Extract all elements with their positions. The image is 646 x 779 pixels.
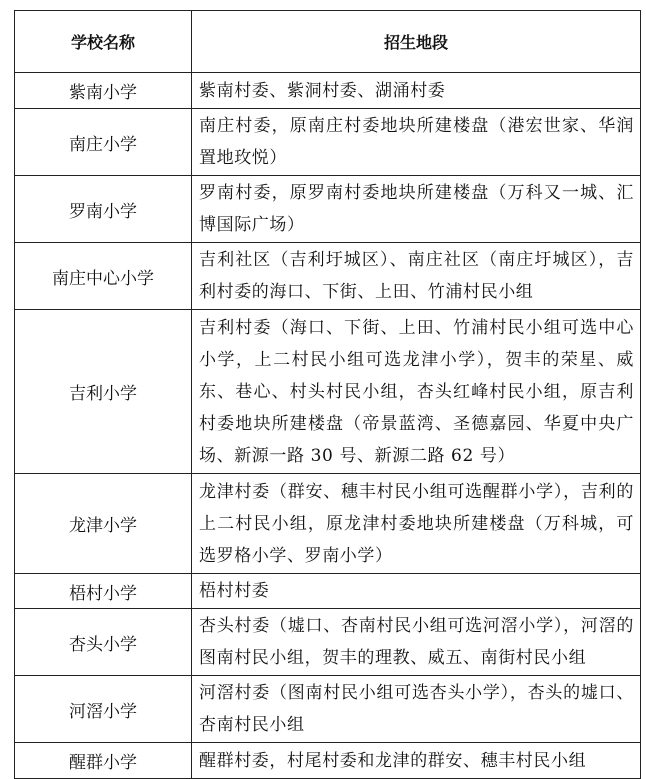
table-row (15, 310, 641, 474)
enrollment-area-cell: 吉利社区（吉利圩城区）、南庄社区（南庄圩城区），吉利村委的海口、下街、上田、竹浦村民小组 (192, 243, 641, 310)
header-school-name: 学校名称 (15, 11, 192, 73)
header-enrollment-area: 招生地段 (192, 11, 641, 73)
enrollment-area-cell: 南庄村委，原南庄村委地块所建楼盘（港宏世家、华润置地玫悦） (192, 109, 641, 176)
enrollment-area-cell: 紫南村委、紫洞村委、湖涌村委 (192, 73, 641, 109)
table-row (15, 743, 641, 779)
enrollment-area-cell: 龙津村委（群安、穗丰村民小组可选醒群小学），吉利的上二村民小组，原龙津村委地块所建楼盘（万科城，可选罗格小学、罗南小学） (192, 474, 641, 574)
table-row (15, 676, 641, 743)
enrollment-area-cell: 河滘村委（图南村民小组可选杏头小学），杏头的墟口、杏南村民小组 (192, 676, 641, 743)
table-row (15, 243, 641, 310)
enrollment-area-cell: 杏头村委（墟口、杏南村民小组可选河滘小学），河滘的图南村民小组，贺丰的理教、威五、南街村民小组 (192, 609, 641, 676)
enrollment-area-cell: 吉利村委（海口、下街、上田、竹浦村民小组可选中心小学，上二村民小组可选龙津小学），贺丰的荣星、威东、巷心、村头村民小组，杏头红峰村民小组，原吉利村委地块所建楼盘（帝景蓝湾、圣德嘉园、华夏中央广场、新源一路 30 号、新源二路 62 号） (192, 310, 641, 474)
enrollment-area-cell: 罗南村委，原罗南村委地块所建楼盘（万科又一城、汇博国际广场） (192, 176, 641, 243)
table-row (15, 109, 641, 176)
table-header-row (15, 11, 641, 73)
school-name-cell: 南庄小学 (15, 109, 192, 176)
school-name-cell: 河滘小学 (15, 676, 192, 743)
school-name-cell: 杏头小学 (15, 609, 192, 676)
school-name-cell: 罗南小学 (15, 176, 192, 243)
enrollment-area-cell: 梧村村委 (192, 574, 641, 609)
school-name-cell: 醒群小学 (15, 743, 192, 779)
school-name-cell: 梧村小学 (15, 574, 192, 609)
school-name-cell: 龙津小学 (15, 474, 192, 574)
school-name-cell: 吉利小学 (15, 310, 192, 474)
school-name-cell: 南庄中心小学 (15, 243, 192, 310)
table-row (15, 176, 641, 243)
school-name-cell: 紫南小学 (15, 73, 192, 109)
table-row (15, 474, 641, 574)
table-row (15, 73, 641, 109)
enrollment-zone-document (14, 10, 640, 779)
enrollment-area-cell: 醒群村委，村尾村委和龙津的群安、穗丰村民小组 (192, 743, 641, 779)
table-row (15, 574, 641, 609)
table-row (15, 609, 641, 676)
enrollment-zone-table (14, 10, 641, 779)
